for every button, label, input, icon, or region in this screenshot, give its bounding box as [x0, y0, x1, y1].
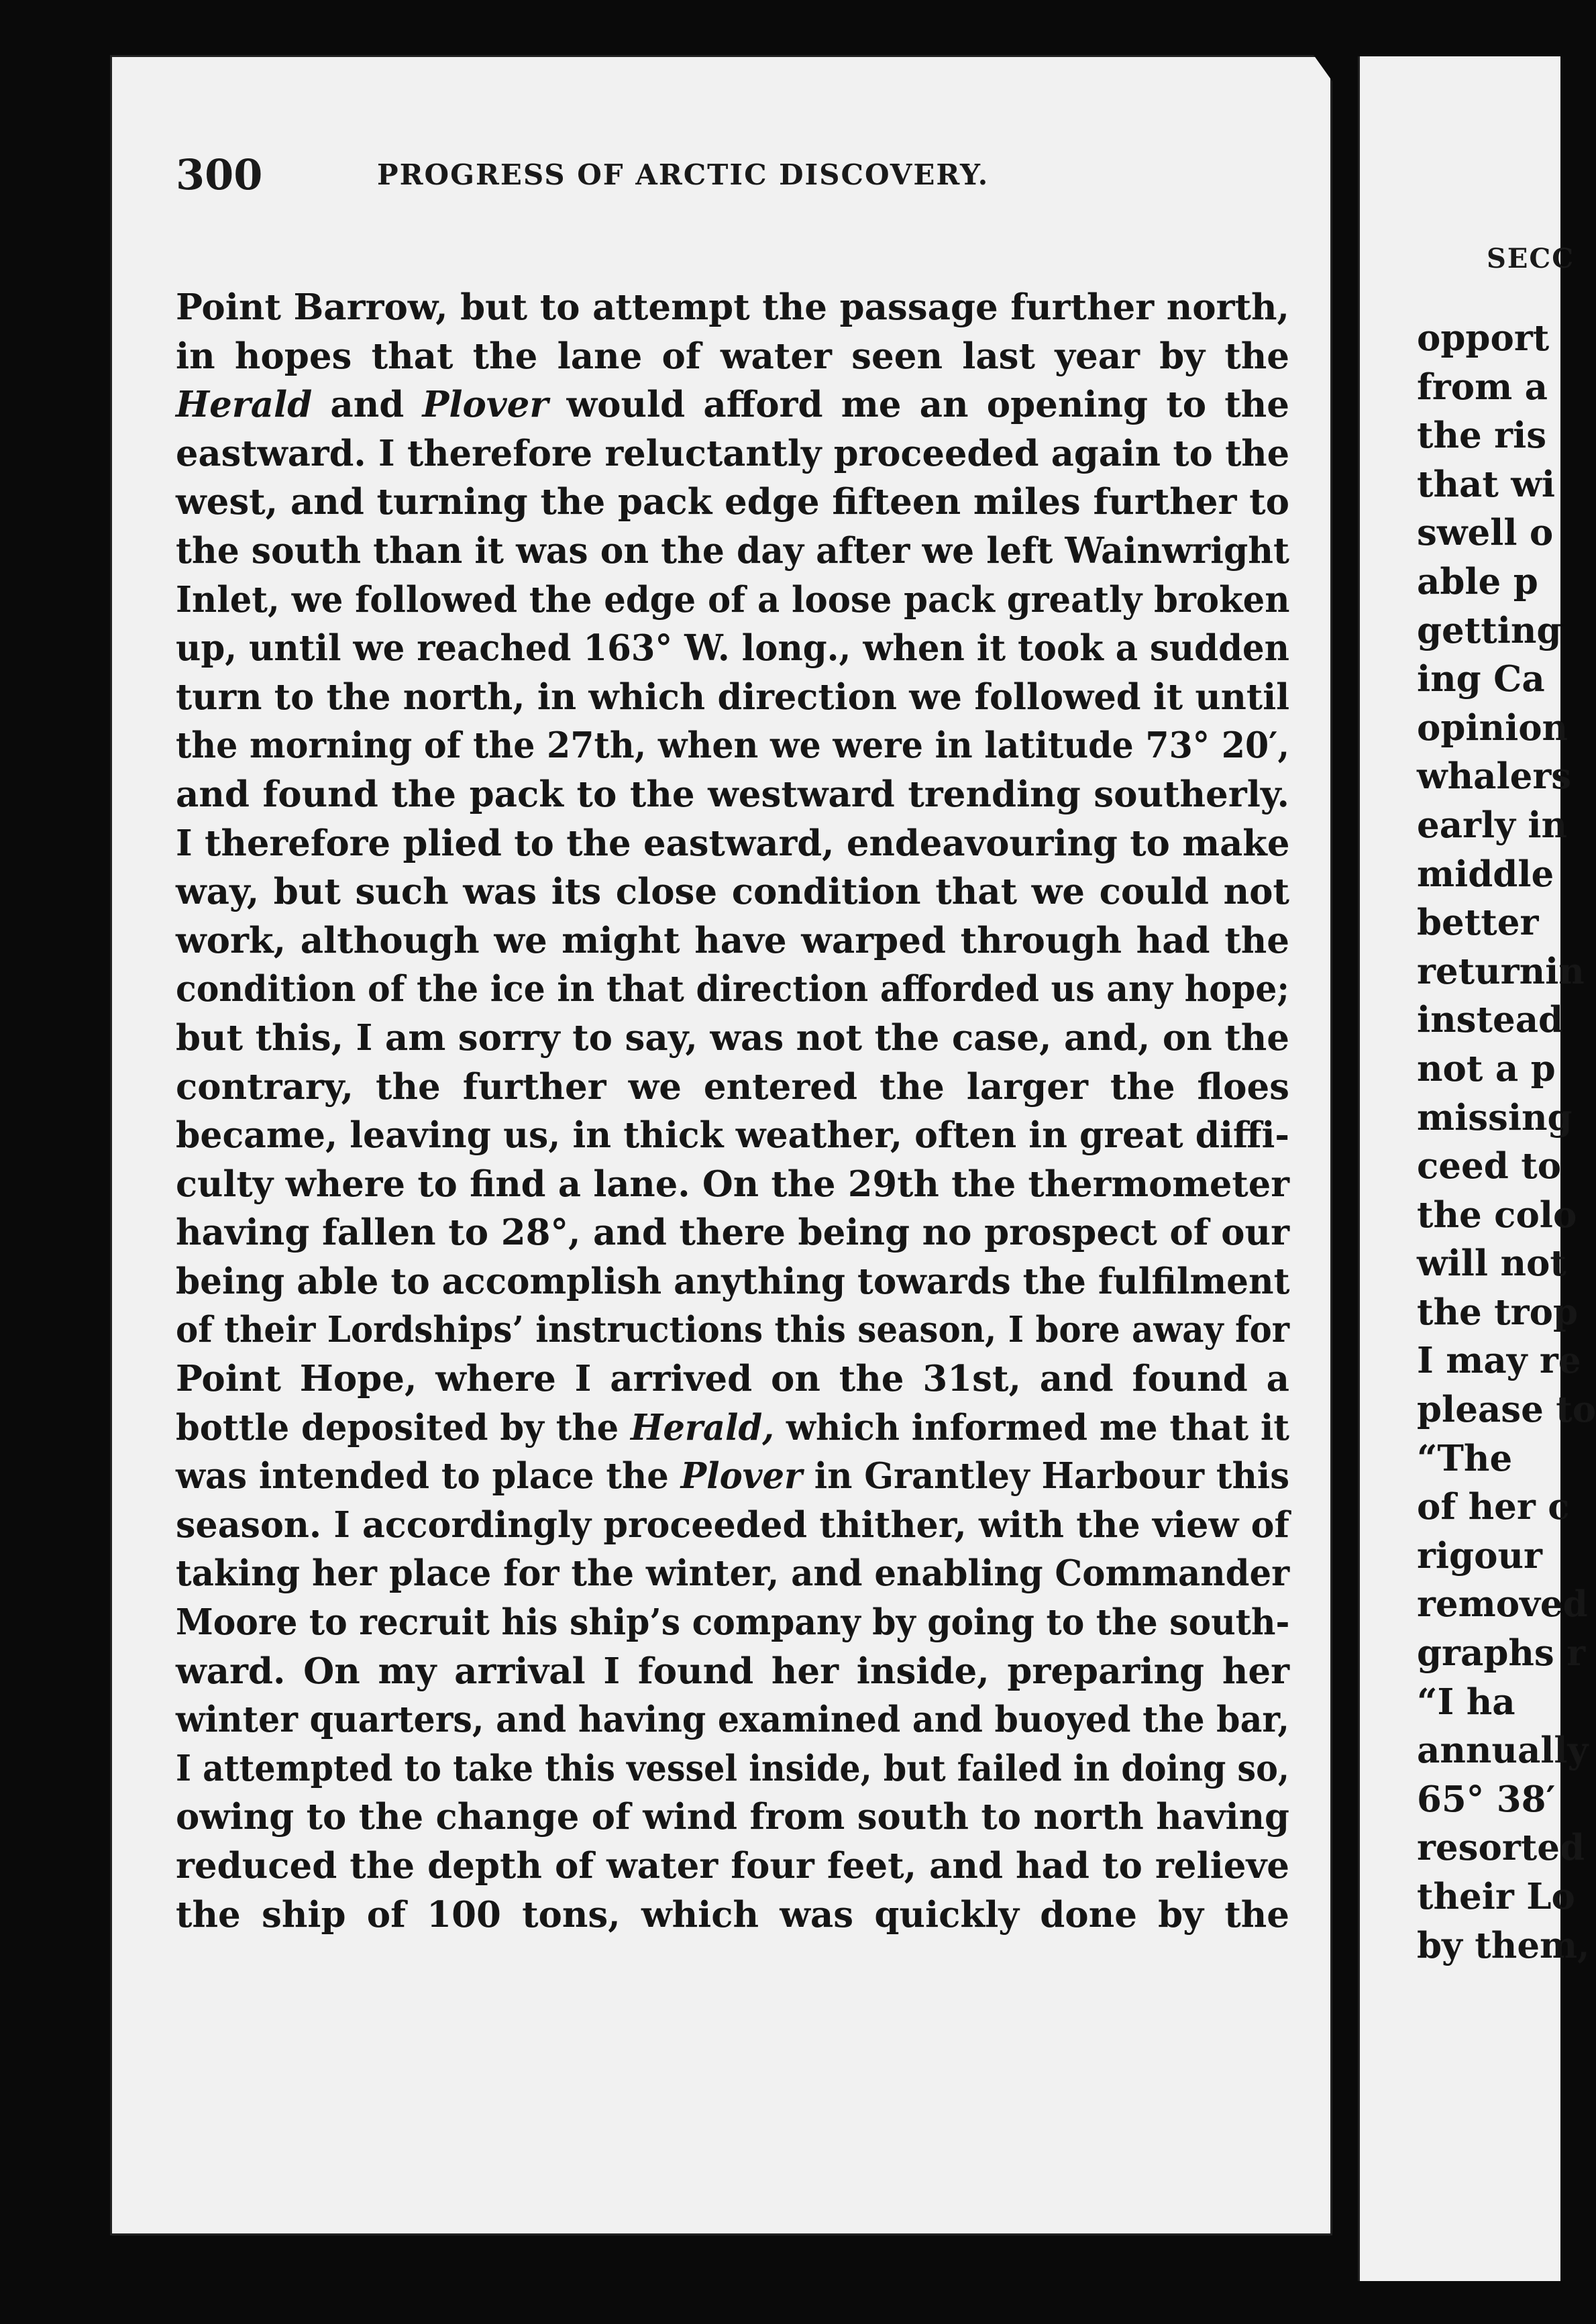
- text-line: [176, 1355, 1289, 1404]
- text-segment: I attempted to take this vessel inside, but failed in doing so,: [176, 1747, 1289, 1789]
- right-text-line: of her c: [1417, 1486, 1570, 1528]
- text-segment: but this, I am sorry to say, was not the case, and, on the: [176, 1016, 1289, 1059]
- right-text-line: swell o: [1417, 512, 1554, 554]
- right-text-line: 65° 38′: [1417, 1778, 1556, 1820]
- right-text-line: returnin: [1417, 950, 1585, 992]
- text-line: [176, 1208, 1289, 1257]
- italic-text: Herald: [176, 384, 313, 426]
- text-line: [176, 478, 1289, 527]
- text-line: [176, 1257, 1289, 1306]
- text-segment: which informed me that it: [774, 1406, 1289, 1448]
- right-text-line: graphs r: [1417, 1632, 1586, 1675]
- text-line: [176, 283, 1289, 332]
- text-line: [176, 721, 1289, 770]
- text-segment: way, but such was its close condition that we could not: [176, 871, 1289, 913]
- text-segment: in Grantley Harbour this: [802, 1455, 1290, 1497]
- page-header: [176, 150, 1289, 231]
- text-segment: became, leaving us, in thick weather, often in great diffi-: [176, 1114, 1289, 1157]
- right-text-line: rigour: [1417, 1534, 1542, 1577]
- text-segment: work, although we might have warped through had the: [176, 919, 1289, 961]
- right-text-line: missing: [1417, 1096, 1573, 1139]
- right-page-text: [1417, 314, 1596, 1970]
- italic-text: Plover: [422, 384, 549, 426]
- text-segment: I therefore plied to the eastward, endeavouring to make: [176, 822, 1290, 864]
- right-text-line: will not: [1417, 1243, 1566, 1285]
- right-text-line: the colo: [1417, 1194, 1577, 1236]
- right-text-line: “I ha: [1417, 1681, 1515, 1723]
- text-line: [176, 380, 1289, 429]
- right-text-line: ceed to: [1417, 1145, 1562, 1187]
- right-page-running-title: SECC: [1487, 243, 1575, 274]
- text-segment: culty where to find a lane. On the 29th the thermometer: [176, 1163, 1289, 1205]
- page-number: 300: [176, 150, 263, 199]
- right-text-line: I may re: [1417, 1340, 1581, 1382]
- text-line: [176, 770, 1289, 819]
- text-line: [176, 1842, 1289, 1891]
- right-text-line: the trop: [1417, 1291, 1579, 1333]
- text-line: [176, 1452, 1289, 1501]
- text-line: [176, 1063, 1289, 1112]
- text-line: [176, 624, 1289, 673]
- right-text-line: instead: [1417, 999, 1564, 1041]
- right-text-line: by them,: [1417, 1924, 1590, 1966]
- text-segment: Point Hope, where I arrived on the 31st, and found a: [176, 1358, 1289, 1400]
- text-segment: ward. On my arrival I found her inside, preparing her: [176, 1650, 1289, 1692]
- text-segment: contrary, the further we entered the larger the floes: [176, 1065, 1289, 1108]
- text-line: [176, 332, 1289, 381]
- text-line: [176, 1160, 1289, 1209]
- right-text-line: opinion: [1417, 706, 1568, 749]
- text-line: [176, 1111, 1289, 1160]
- text-segment: owing to the change of wind from south to north having: [176, 1796, 1289, 1838]
- right-text-line: their Lo: [1417, 1876, 1575, 1917]
- right-text-line: middle: [1417, 853, 1554, 895]
- text-line: [176, 527, 1289, 576]
- text-line: [176, 965, 1289, 1014]
- text-line: [176, 1501, 1289, 1550]
- text-segment: taking her place for the winter, and enabling Commander: [176, 1552, 1290, 1595]
- right-text-line: that wi: [1417, 463, 1556, 505]
- right-text-line: early in: [1417, 804, 1568, 846]
- right-text-line: “The: [1417, 1437, 1513, 1479]
- text-line: [176, 1549, 1289, 1598]
- text-line: [176, 1695, 1289, 1744]
- text-segment: and: [312, 384, 423, 426]
- page-corner-fold: [1314, 55, 1347, 102]
- text-segment: winter quarters, and having examined and buoyed the bar,: [176, 1699, 1289, 1741]
- text-segment: having fallen to 28°, and there being no prospect of our: [176, 1212, 1289, 1254]
- right-text-line: better: [1417, 902, 1539, 944]
- italic-text: Herald,: [630, 1406, 775, 1448]
- text-line: [176, 1598, 1289, 1647]
- text-segment: reduced the depth of water four feet, and had to relieve: [176, 1845, 1289, 1887]
- text-segment: up, until we reached 163° W. long., when it took a sudden: [176, 627, 1289, 670]
- italic-text: Plover: [680, 1455, 802, 1497]
- right-text-line: able p: [1417, 560, 1538, 602]
- text-segment: Inlet, we followed the edge of a loose pack greatly broken: [176, 578, 1290, 621]
- body-text: [176, 283, 1289, 1939]
- right-text-line: the ris: [1417, 415, 1547, 457]
- text-segment: in hopes that the lane of water seen last year by the: [176, 335, 1289, 377]
- text-line: [176, 1404, 1289, 1452]
- text-segment: condition of the ice in that direction afforded us any hope;: [176, 968, 1289, 1010]
- text-line: [176, 1891, 1289, 1940]
- text-line: [176, 1014, 1289, 1063]
- right-text-line: ing Ca: [1417, 658, 1545, 700]
- text-segment: the ship of 100 tons, which was quickly done by the: [176, 1893, 1289, 1936]
- text-segment: being able to accomplish anything towards the fulfilment: [176, 1260, 1290, 1302]
- right-text-line: annually: [1417, 1730, 1589, 1772]
- text-segment: Point Barrow, but to attempt the passage further north,: [176, 286, 1289, 328]
- text-segment: bottle deposited by the: [176, 1406, 631, 1448]
- text-line: [176, 1793, 1289, 1842]
- running-title: PROGRESS OF ARCTIC DISCOVERY.: [377, 158, 990, 191]
- text-segment: eastward. I therefore reluctantly proceeded again to the: [176, 432, 1290, 474]
- right-text-line: from a: [1417, 366, 1548, 408]
- text-segment: of their Lordships’ instructions this season, I bore away for: [176, 1309, 1289, 1351]
- text-segment: season. I accordingly proceeded thither, with the view of: [176, 1503, 1289, 1546]
- text-line: [176, 1647, 1289, 1696]
- text-segment: Moore to recruit his ship’s company by going to the south-: [176, 1601, 1290, 1644]
- text-segment: was intended to place the: [176, 1455, 681, 1497]
- text-line: [176, 867, 1289, 916]
- text-line: [176, 576, 1289, 625]
- text-line: [176, 429, 1289, 478]
- text-line: [176, 1744, 1289, 1793]
- text-segment: and found the pack to the westward trending southerly.: [176, 773, 1289, 815]
- text-segment: would afford me an opening to the: [548, 384, 1290, 426]
- right-text-line: resorted: [1417, 1827, 1585, 1869]
- right-text-line: please to: [1417, 1389, 1596, 1431]
- text-segment: the morning of the 27th, when we were in latitude 73° 20′,: [176, 725, 1290, 767]
- right-text-line: getting: [1417, 609, 1562, 651]
- text-line: [176, 819, 1289, 868]
- right-text-line: whalers: [1417, 755, 1572, 798]
- right-text-line: opport: [1417, 317, 1550, 359]
- text-line: [176, 673, 1289, 722]
- text-line: [176, 916, 1289, 965]
- right-text-line: removed: [1417, 1583, 1588, 1626]
- right-text-line: not a p: [1417, 1047, 1556, 1090]
- text-segment: turn to the north, in which direction we followed it until: [176, 676, 1290, 718]
- text-segment: the south than it was on the day after we left Wainwright: [176, 529, 1289, 572]
- text-line: [176, 1306, 1289, 1355]
- text-segment: west, and turning the pack edge fifteen miles further to: [176, 481, 1289, 523]
